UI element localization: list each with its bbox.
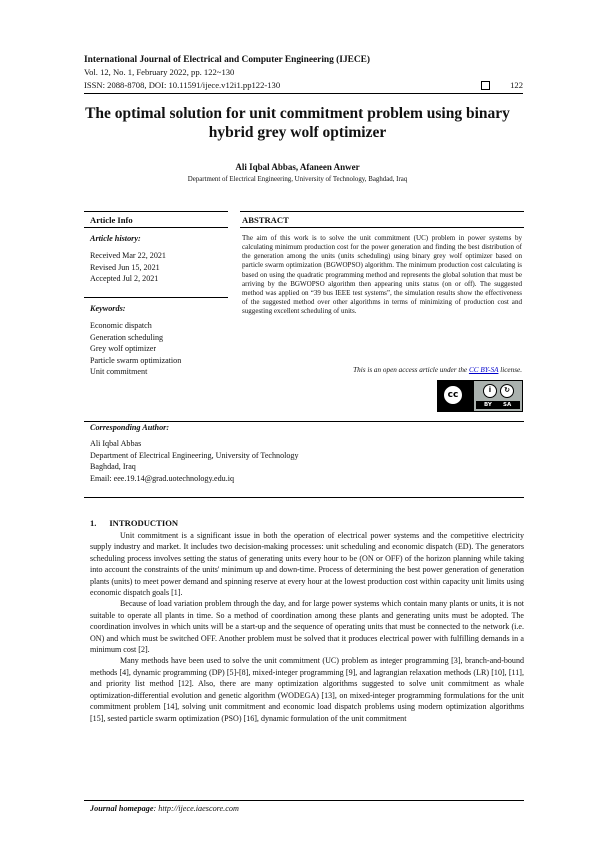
badge-sa-label: SA xyxy=(503,402,512,408)
section-heading-introduction: 1. INTRODUCTION xyxy=(90,518,179,528)
cc-badge-bar xyxy=(476,401,520,409)
page-number: 122 xyxy=(510,80,523,90)
received-date: Received Mar 22, 2021 xyxy=(90,251,166,260)
footer-url[interactable]: : http://ijece.iaescore.com xyxy=(153,804,239,813)
keyword-item: Economic dispatch xyxy=(90,321,152,330)
footer-label: Journal homepage xyxy=(90,804,154,813)
abstract-heading: ABSTRACT xyxy=(242,215,289,225)
accepted-date: Accepted Jul 2, 2021 xyxy=(90,274,159,284)
title-line-2: hybrid grey wolf optimizer xyxy=(208,124,387,141)
introduction-body xyxy=(90,530,524,724)
corresponding-dept: Department of Electrical Engineering, University of Technology xyxy=(90,450,299,460)
volume-info: Vol. 12, No. 1, February 2022, pp. 122~130 xyxy=(84,67,235,77)
license-link[interactable]: CC BY-SA xyxy=(468,366,499,374)
keywords-rule xyxy=(84,297,228,298)
share-alike-icon: ↻ xyxy=(500,384,514,398)
article-info-heading: Article Info xyxy=(90,215,133,225)
revised-date: Revised Jun 15, 2021 xyxy=(90,262,160,272)
cc-by-sa-badge[interactable] xyxy=(437,380,523,412)
abstract-sub-rule xyxy=(240,227,524,228)
cc-block xyxy=(438,381,474,411)
intro-paragraph-2: Because of load variation problem through the day, and for large power systems which contain many plants or units, it is not suitable to operate all plants in time. So a method of coordination among these plants and generating units must be adopted. The coordination involves in which units will be a start-up and the sequence of operating units that must be connected to the network (i.e. ON) and which must be switched OFF. Another problem must be solved that it produces electrical power with fulfilling demands in a minimum cost [2]. xyxy=(90,599,524,655)
footer-rule xyxy=(84,800,524,801)
history-heading: Article history: xyxy=(90,234,141,243)
abstract-text: The aim of this work is to solve the unit commitment (UC) problem in power systems by calculating minimum production cost for the power generation and finding the best distribution of the generation among the units (units scheduling) using binary grey wolf optimizer based on particle swarm optimization (BGWOPSO) algorithm. The minimum production cost calculating is based on using the quadratic programming method and represents the global solution that must be arriving by the BGWOPSO algorithm then appearing units status (on or off). The suggested method was applied on “39 bus IEEE test systems”, the simulation results show the effectiveness of the suggested method over other algorithms in terms of minimizing of production cost and suggesting excellent scheduling of units. xyxy=(242,234,522,316)
intro-paragraph-1: Unit commitment is a significant issue in both the operation of electrical power systems and the competitive electricity supply industry and market. It includes two decision-making processes: unit scheduling and economic dispatch (ED). The generators scheduling process involves setting the status of generating units every hour to be (ON or OFF) of the horizon planning while taking into account the constraints of the units' minimum up and down-time. Process of determining the best power generation of generation plants (units) to meet power demand and spinning reserve at every hour at the lowest production cost within capacity unit limits using economic dispatch goals [1]. xyxy=(90,531,524,598)
journal-name: International Journal of Electrical and Computer Engineering (IJECE) xyxy=(84,55,371,65)
issn-doi: ISSN: 2088-8708, DOI: 10.11591/ijece.v12i1.pp122-130 xyxy=(84,80,281,90)
attribution-icon: i xyxy=(483,384,497,398)
corresponding-name: Ali Iqbal Abbas xyxy=(90,439,142,448)
badge-by-label: BY xyxy=(484,402,492,408)
journal-homepage xyxy=(90,804,239,813)
license-line xyxy=(242,366,522,374)
square-icon xyxy=(481,81,490,90)
header-rule xyxy=(84,93,523,94)
authors: Ali Iqbal Abbas, Afaneen Anwer xyxy=(235,162,360,172)
keywords-heading: Keywords: xyxy=(90,304,126,313)
corresponding-bottom-rule xyxy=(84,497,524,498)
affiliation: Department of Electrical Engineering, University of Technology, Baghdad, Iraq xyxy=(187,176,408,183)
article-info-sub-rule xyxy=(84,227,228,228)
corresponding-city: Baghdad, Iraq xyxy=(90,462,136,472)
corresponding-top-rule xyxy=(84,421,524,422)
abstract-top-rule xyxy=(240,211,524,212)
title-line-1: The optimal solution for unit commitment problem using binary xyxy=(85,105,510,122)
keyword-item: Grey wolf optimizer xyxy=(90,344,157,354)
corresponding-heading: Corresponding Author: xyxy=(90,423,170,432)
license-suffix: license. xyxy=(498,366,522,374)
paper-title xyxy=(60,104,535,142)
corresponding-email[interactable]: Email: eee.19.14@grad.uotechnology.edu.iq xyxy=(90,473,235,483)
license-prefix: This is an open access article under the xyxy=(353,366,469,374)
keyword-item: Unit commitment xyxy=(90,367,148,377)
cc-icon: cc xyxy=(442,384,464,406)
corresponding-block xyxy=(90,438,530,484)
keyword-item: Generation scheduling xyxy=(90,332,164,342)
keyword-item: Particle swarm optimization xyxy=(90,355,182,365)
keywords-list xyxy=(90,320,181,378)
article-history xyxy=(90,250,166,285)
intro-paragraph-3: Many methods have been used to solve the unit commitment (UC) problem as integer programming [3], branch-and-bound methods [4], dynamic programming (DP) [5]-[8], mixed-integer programming [9], and lagrangian relaxation methods (LR) [10], [11], and priority list method [12]. Also, there are many optimization algorithms suggested to solve unit commitment as whale optimization-differential evolution and genetic algorithm (WODEGA) [13], on mixed-integer programming formulations for the unit commitment problem [14], solving unit commitment and economic load dispatch problems using modern optimization algorithms [15], sested particle swarm optimization (PSO) [16], dynamic formulation of the unit commitment xyxy=(90,656,524,723)
article-info-top-rule xyxy=(84,211,228,212)
